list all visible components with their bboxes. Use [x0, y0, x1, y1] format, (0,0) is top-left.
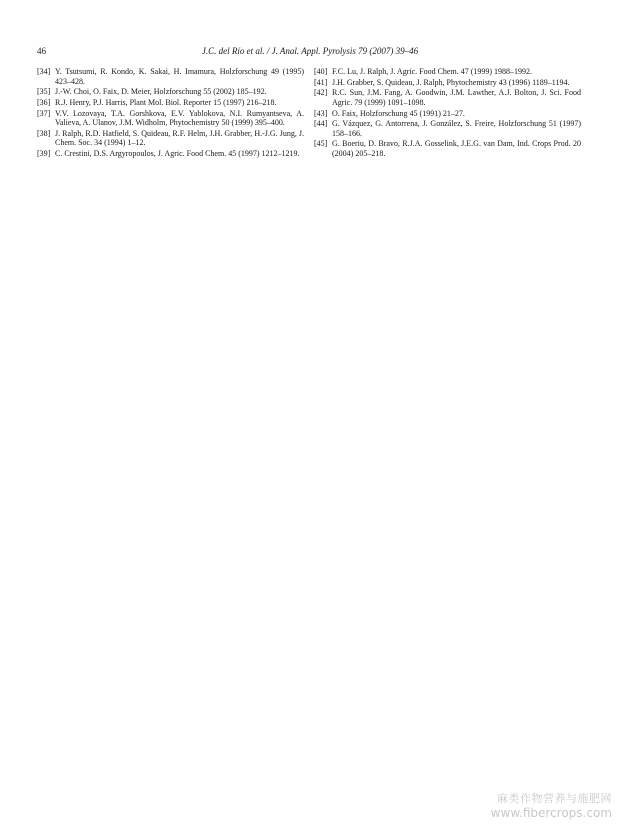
reference-text: G. Vázquez, G. Antorrena, J. González, S. Freire, Holzforschung 51 (1997) 158–166.: [332, 119, 581, 138]
reference-number: [37]: [37, 108, 51, 118]
reference-number: [39]: [37, 148, 51, 158]
watermark-url: www.fibercrops.com: [490, 806, 612, 820]
reference-text: C. Crestini, D.S. Argyropoulos, J. Agric. Food Chem. 45 (1997) 1212–1219.: [55, 148, 300, 158]
reference-item: [314, 139, 581, 158]
reference-item: [314, 88, 581, 107]
reference-item: [314, 67, 581, 77]
reference-text: J.-W. Choi, O. Faix, D. Meier, Holzforschung 55 (2002) 185–192.: [55, 87, 267, 97]
references-left-column: [37, 67, 304, 160]
reference-text: V.V. Lozovaya, T.A. Gorshkova, E.V. Yablokova, N.I. Rumyantseva, A. Valieva, A. Ulanov, J.M. Widholm, Phytochemistry 50 (1999) 395–400.: [55, 108, 304, 128]
reference-number: [36]: [37, 97, 51, 107]
reference-number: [38]: [37, 128, 51, 138]
reference-item: [37, 87, 304, 97]
references-right-column: [314, 67, 581, 160]
reference-item: [314, 109, 581, 119]
reference-item: [37, 67, 304, 86]
reference-number: [45]: [314, 139, 328, 149]
watermark-chinese-text: 麻类作物营养与施肥网: [497, 792, 612, 805]
reference-number: [43]: [314, 108, 328, 118]
reference-item: [37, 98, 304, 108]
reference-text: Y. Tsutsumi, R. Kondo, K. Sakai, H. Imamura, Holzforschung 49 (1995) 423–428.: [55, 67, 304, 86]
reference-number: [41]: [314, 77, 328, 87]
reference-text: R.J. Henry, P.J. Harris, Plant Mol. Biol. Reporter 15 (1997) 216–218.: [55, 97, 277, 107]
reference-text: J.H. Grabber, S. Quideau, J. Ralph, Phytochemistry 43 (1996) 1189–1194.: [332, 77, 570, 87]
running-head: J.C. del Río et al. / J. Anal. Appl. Pyrolysis 79 (2007) 39–46: [201, 46, 419, 56]
reference-item: [37, 149, 304, 159]
reference-item: [314, 78, 581, 88]
reference-item: [37, 109, 304, 128]
reference-number: [34]: [37, 67, 51, 76]
reference-number: [42]: [314, 88, 328, 98]
reference-text: J. Ralph, R.D. Hatfield, S. Quideau, R.F. Helm, J.H. Grabber, H.-J.G. Jung, J. Chem. Soc. 34 (1994) 1–12.: [55, 128, 304, 148]
reference-number: [40]: [314, 67, 328, 76]
reference-text: F.C. Lu, J. Ralph, J. Agric. Food Chem. 47 (1999) 1988–1992.: [332, 67, 533, 76]
reference-text: R.C. Sun, J.M. Fang, A. Goodwin, J.M. Lawther, A.J. Bolton, J. Sci. Food Agric. 79 (1999) 1091–1098.: [332, 88, 581, 107]
reference-number: [35]: [37, 87, 51, 97]
watermark: [491, 792, 612, 820]
reference-text: G. Boeriu, D. Bravo, R.J.A. Gosselink, J.E.G. van Dam, Ind. Crops Prod. 20 (2004) 205–218.: [332, 139, 581, 158]
reference-item: [37, 129, 304, 148]
reference-text: O. Faix, Holzforschung 45 (1991) 21–27.: [332, 108, 465, 118]
page-number: 46: [37, 46, 46, 56]
reference-number: [44]: [314, 119, 328, 129]
reference-item: [314, 119, 581, 138]
